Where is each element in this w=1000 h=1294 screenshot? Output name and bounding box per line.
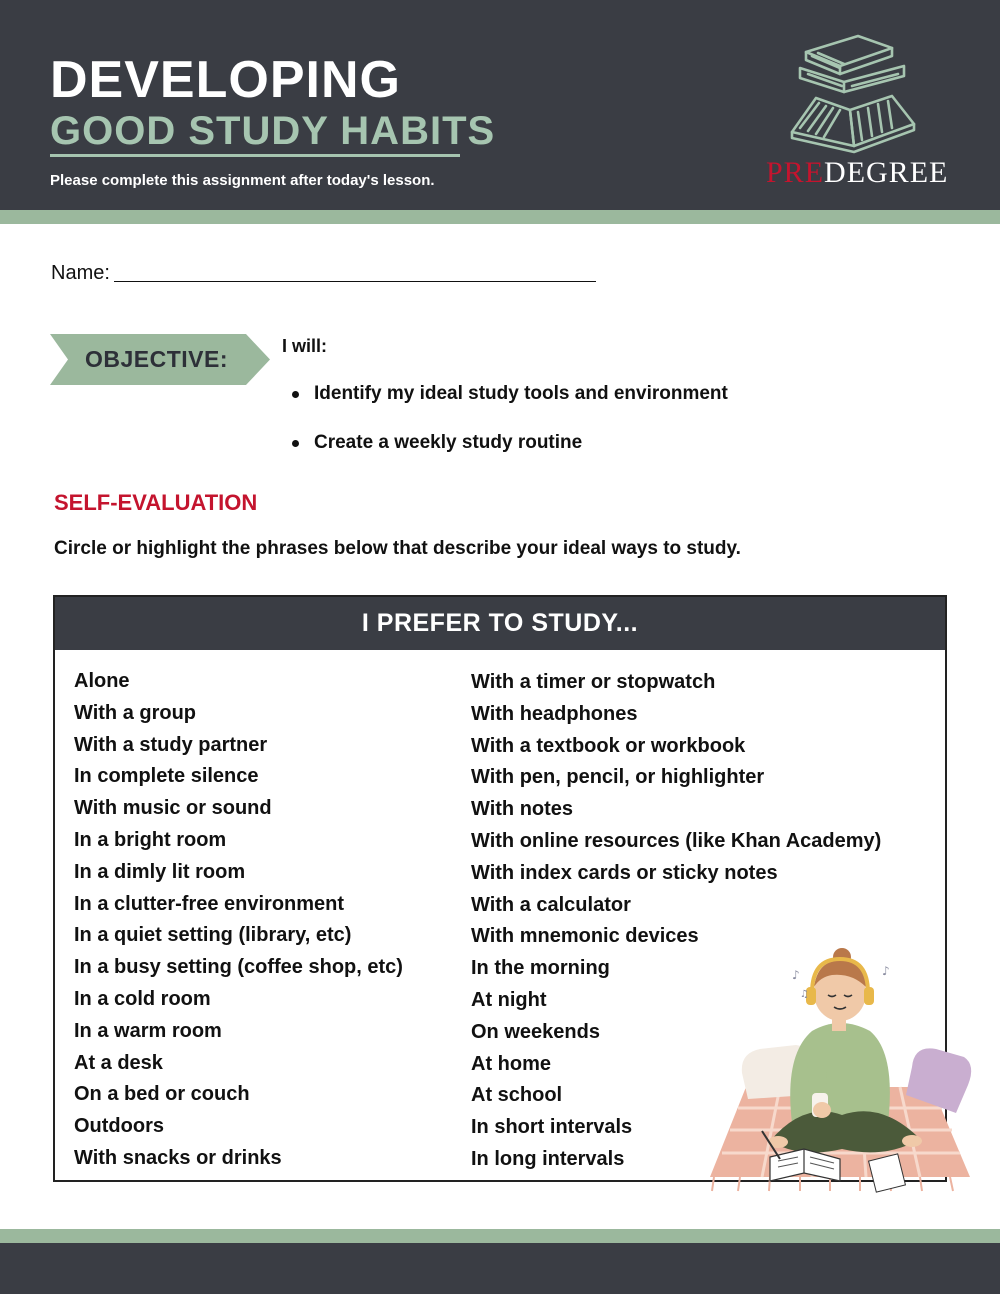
preference-option[interactable]: At school (471, 1084, 563, 1107)
preference-option[interactable]: With a timer or stopwatch (471, 671, 716, 693)
preference-option[interactable]: In a cold room (74, 987, 211, 1010)
subtitle: Please complete this assignment after today's lesson. (50, 172, 435, 189)
logo-pre: PRE (766, 156, 825, 189)
preference-option[interactable]: In the morning (471, 957, 610, 980)
self-evaluation-instructions: Circle or highlight the phrases below that describe your ideal ways to study. (54, 538, 741, 559)
preference-option[interactable]: In long intervals (471, 1147, 625, 1170)
preference-option[interactable]: At night (471, 988, 547, 1011)
objective-item: Identify my ideal study tools and environment (290, 381, 728, 430)
student-studying-illustration (700, 945, 980, 1205)
preference-option[interactable]: On weekends (471, 1020, 600, 1043)
title-line-1: DEVELOPING (50, 51, 401, 109)
self-evaluation-heading: SELF-EVALUATION (54, 490, 258, 515)
preference-option[interactable]: With snacks or drinks (74, 1146, 282, 1169)
svg-text:♪: ♪ (882, 964, 890, 978)
preference-option[interactable]: With a textbook or workbook (471, 734, 746, 757)
objective-tag (50, 334, 270, 385)
preferences-left-column (74, 667, 403, 1176)
preference-option[interactable]: On a bed or couch (74, 1083, 250, 1106)
preference-option[interactable]: With mnemonic devices (471, 925, 699, 948)
header-stripe (0, 210, 1000, 224)
preferences-heading: I PREFER TO STUDY... (55, 597, 945, 650)
preference-option[interactable]: In short intervals (471, 1116, 633, 1139)
preference-option[interactable]: Outdoors (74, 1115, 164, 1138)
name-label: Name: (51, 262, 110, 284)
footer-stripe (0, 1229, 1000, 1243)
svg-text:♪: ♪ (792, 968, 800, 982)
preference-option[interactable]: With notes (471, 798, 574, 821)
preference-option[interactable]: With a calculator (471, 893, 631, 916)
preference-option[interactable]: With online resources (like Khan Academy) (471, 829, 882, 852)
preference-option[interactable]: With index cards or sticky notes (471, 861, 778, 884)
preference-option[interactable]: With pen, pencil, or highlighter (471, 766, 765, 789)
preference-option[interactable]: In a warm room (74, 1019, 222, 1042)
name-blank-line[interactable] (114, 262, 596, 282)
objective-list (290, 381, 728, 479)
logo-degree: DEGREE (824, 156, 949, 189)
preference-option[interactable]: In a busy setting (coffee shop, etc) (74, 956, 403, 979)
objective-intro: I will: (282, 336, 327, 356)
preference-option[interactable]: With a study partner (74, 733, 268, 756)
footer-banner (0, 1243, 1000, 1294)
preference-option[interactable]: At home (471, 1052, 551, 1075)
name-field (51, 262, 596, 285)
preference-option[interactable]: Alone (74, 670, 130, 692)
preference-option[interactable]: At a desk (74, 1051, 163, 1074)
predegree-logo (766, 156, 948, 190)
preference-option[interactable]: In a bright room (74, 828, 227, 851)
stacked-books-icon (788, 28, 918, 158)
preference-option[interactable]: With music or sound (74, 797, 272, 820)
title-line-2: GOOD STUDY HABITS (50, 109, 496, 153)
preference-option[interactable]: With a group (74, 701, 197, 724)
preference-option[interactable]: In complete silence (74, 765, 259, 788)
preference-option[interactable]: In a quiet setting (library, etc) (74, 924, 352, 947)
objective-label: OBJECTIVE: (85, 346, 229, 372)
preference-option[interactable]: In a dimly lit room (74, 860, 246, 883)
objective-item: Create a weekly study routine (290, 430, 728, 479)
preference-option[interactable]: In a clutter-free environment (74, 892, 345, 915)
svg-text:♫: ♫ (800, 989, 809, 1000)
preference-option[interactable]: With headphones (471, 702, 638, 725)
title-underline (50, 154, 460, 157)
